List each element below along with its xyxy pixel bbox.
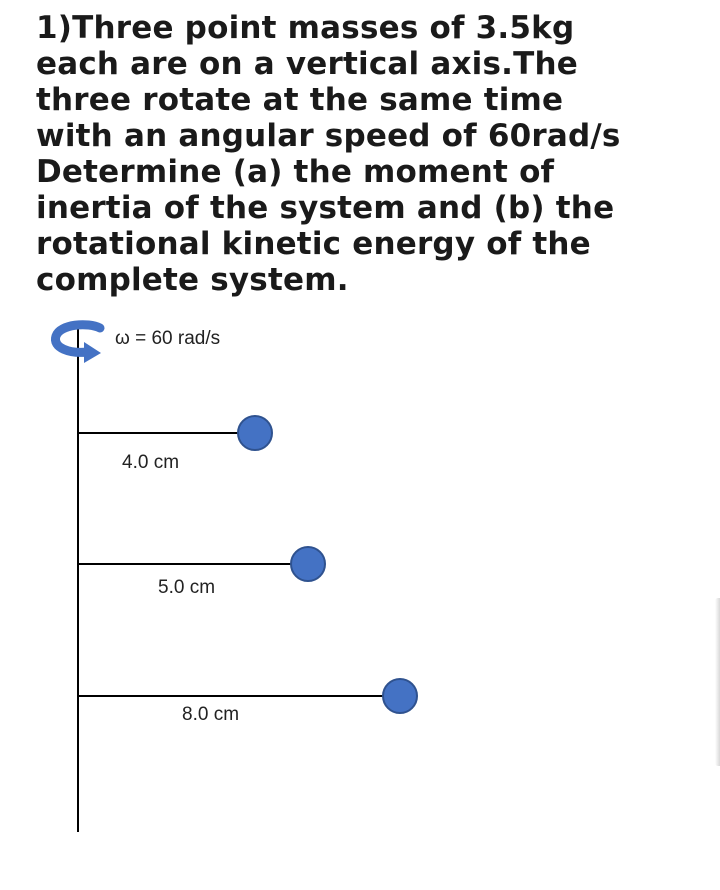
problem-line-5: Determine (a) the moment of xyxy=(36,154,555,190)
distance-label-1: 4.0 cm xyxy=(122,452,180,473)
point-mass-2 xyxy=(291,547,325,581)
problem-line-4: with an angular speed of 60rad/s xyxy=(36,118,621,154)
point-mass-3 xyxy=(383,679,417,713)
problem-line-1: 1)Three point masses of 3.5kg xyxy=(36,10,575,46)
problem-statement xyxy=(36,10,706,298)
distance-label-3: 8.0 cm xyxy=(182,704,240,725)
rotating-masses-diagram xyxy=(0,300,720,890)
distance-label-2: 5.0 cm xyxy=(158,577,216,598)
point-mass-1 xyxy=(238,416,272,450)
problem-line-8: complete system. xyxy=(36,262,349,298)
edge-shadow xyxy=(715,598,720,766)
problem-line-7: rotational kinetic energy of the xyxy=(36,226,591,262)
problem-line-3: three rotate at the same time xyxy=(36,82,564,118)
angular-speed-label: ω = 60 rad/s xyxy=(115,328,221,349)
problem-line-2: each are on a vertical axis.The xyxy=(36,46,578,82)
problem-line-6: inertia of the system and (b) the xyxy=(36,190,615,226)
